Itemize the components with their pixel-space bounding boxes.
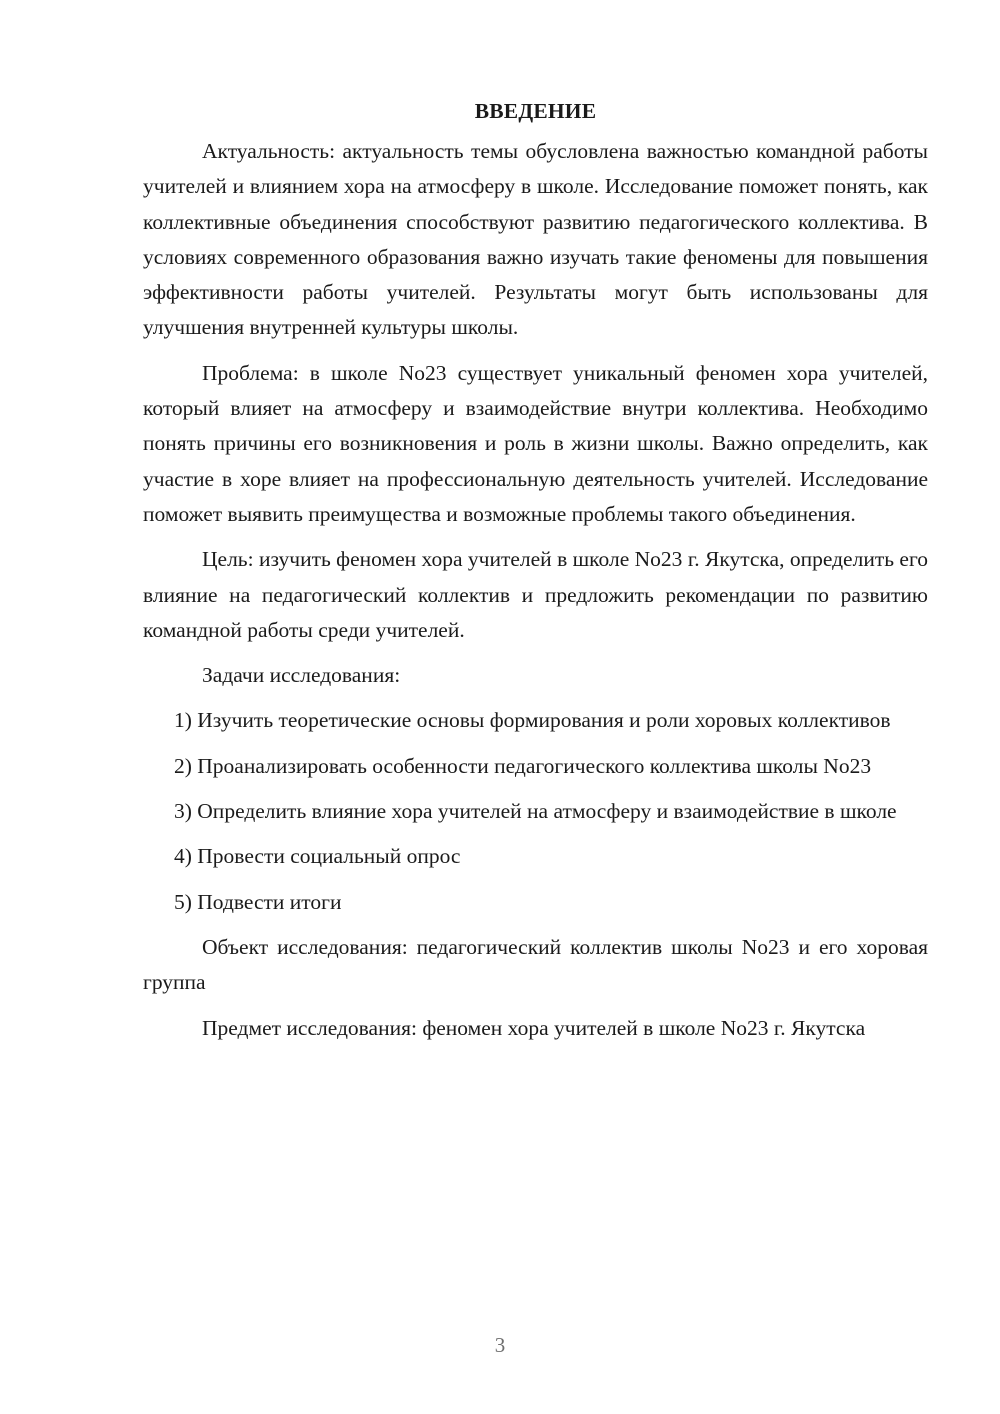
tasks-heading: Задачи исследования: bbox=[202, 663, 401, 688]
task-item: 5) Подвести итоги bbox=[174, 889, 342, 914]
paragraph-problem: Проблема: в школе No23 существует уникальный феномен хора учителей, который влияет на атмосферу и взаимодействие внутри коллектива. Необходимо понять причины его возникновения и роль в жизни школы. Важно определить, как участие в хоре влияет на профессиональную деятельность учителей. Исследование поможет выявить преимущества и возможные проблемы такого объединения. bbox=[143, 360, 928, 526]
paragraph-goal: Цель: изучить феномен хора учителей в школе No23 г. Якутска, определить его влияние на педагогический коллектив и предложить рекомендации по развитию командной работы среди учителей. bbox=[143, 547, 928, 642]
task-item: 4) Провести социальный опрос bbox=[174, 844, 461, 869]
paragraph-object: Объект исследования: педагогический коллектив школы No23 и его хоровая группа bbox=[143, 934, 928, 995]
task-item: 2) Проанализировать особенности педагогического коллектива школы No23 bbox=[174, 753, 872, 778]
document-page bbox=[143, 96, 928, 1046]
task-item: 1) Изучить теоретические основы формирования и роли хоровых коллективов bbox=[174, 708, 891, 733]
paragraph-subject: Предмет исследования: феномен хора учителей в школе No23 г. Якутска bbox=[202, 1015, 866, 1040]
document-title: ВВЕДЕНИЕ bbox=[474, 99, 597, 123]
task-item: 3) Определить влияние хора учителей на атмосферу и взаимодействие в школе bbox=[174, 799, 897, 824]
paragraph-relevance: Актуальность: актуальность темы обусловлена важностью командной работы учителей и влиянием хора на атмосферу в школе. Исследование поможет понять, как коллективные объединения способствуют развитию педагогического коллектива. В условиях современного образования важно изучать такие феномены для повышения эффективности работы учителей. Результаты могут быть использованы для улучшения внутренней культуры школы. bbox=[143, 139, 928, 340]
page-number: 3 bbox=[494, 1333, 506, 1357]
